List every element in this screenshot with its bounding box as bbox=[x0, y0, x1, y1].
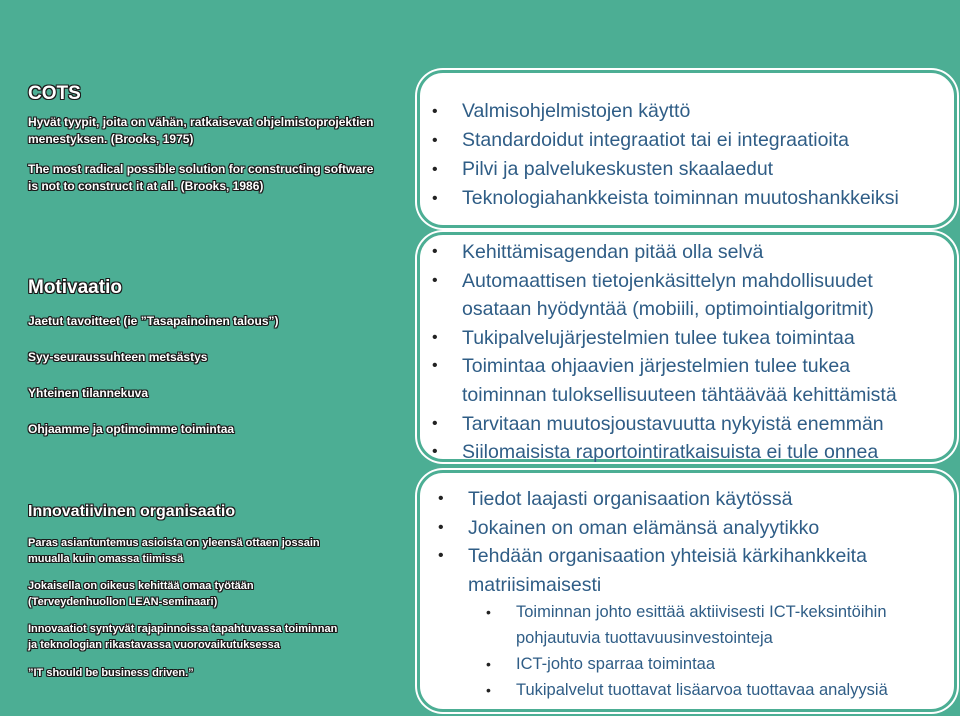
list-item-text: Jokainen on oman elämänsä analyytikko bbox=[468, 516, 820, 539]
sub-list-item bbox=[486, 677, 954, 703]
list-item-text: Toimintaa ohjaavien järjestelmien tulee tukea bbox=[462, 355, 851, 378]
sub-list-item bbox=[486, 651, 954, 677]
innovatiivinen-section bbox=[28, 502, 337, 681]
bullet-icon: • bbox=[486, 656, 491, 673]
bullet-icon: • bbox=[432, 190, 438, 207]
bullet-icon: • bbox=[432, 357, 438, 375]
bullet-icon: • bbox=[432, 271, 438, 289]
list-item-text: Automaattisen tietojenkäsittelyn mahdollisuudet bbox=[462, 269, 873, 292]
list-item-text: Siilomaisista raportointiratkaisuista ei tule onnea bbox=[462, 441, 879, 464]
list-item-text: Tukipalvelut tuottavat lisäarvoa tuottavaa analyysiä bbox=[516, 681, 888, 700]
motivaatio-line: Syy-seuraussuhteen metsästys bbox=[28, 350, 208, 364]
list-item bbox=[438, 514, 954, 543]
bullet-icon: • bbox=[438, 547, 444, 565]
cots-line: is not to construct it at all. (Brooks, 1986) bbox=[28, 179, 264, 193]
list-item-text: ICT-johto sparraa toimintaa bbox=[516, 655, 716, 674]
bullet-icon: • bbox=[438, 490, 444, 507]
bullet-icon: • bbox=[486, 604, 491, 621]
list-item bbox=[438, 542, 954, 599]
box-innovatiivinen-points bbox=[417, 470, 957, 712]
list-item bbox=[432, 410, 954, 439]
innovatiivinen-line: ”IT should be business driven.” bbox=[28, 667, 194, 679]
motivaatio-line: Jaetut tavoitteet (ie ”Tasapainoinen talous”) bbox=[28, 314, 279, 328]
box-motivaatio-points bbox=[417, 232, 957, 462]
list-item bbox=[432, 184, 954, 213]
list-item-text: pohjautuvia tuottavuusinvestointeja bbox=[516, 629, 773, 648]
cots-line: The most radical possible solution for constructing software bbox=[28, 162, 374, 176]
box-cots-points bbox=[417, 70, 957, 228]
list-item-text: Kehittämisagendan pitää olla selvä bbox=[462, 241, 764, 263]
bullet-icon: • bbox=[432, 443, 438, 461]
motivaatio-title: Motivaatio bbox=[28, 277, 122, 298]
list-item-text: Teknologiahankkeista toiminnan muutoshankkeiksi bbox=[462, 187, 899, 209]
cots-section bbox=[28, 82, 373, 195]
innovatiivinen-title: Innovatiivinen organisaatio bbox=[28, 503, 236, 520]
list-item-text: Pilvi ja palvelukeskusten skaalaedut bbox=[462, 158, 774, 180]
cots-line: Hyvät tyypit, joita on vähän, ratkaisevat ohjelmistoprojektien bbox=[28, 115, 374, 129]
list-item bbox=[432, 267, 954, 324]
list-item-text: Tukipalvelujärjestelmien tulee tukea toimintaa bbox=[462, 326, 855, 349]
motivaatio-line: Ohjaamme ja optimoimme toimintaa bbox=[28, 422, 235, 436]
innovatiivinen-line: Paras asiantuntemus asioista on yleensä ottaen jossain bbox=[28, 537, 320, 549]
list-item-text: matriisimaisesti bbox=[468, 573, 602, 596]
bullet-icon: • bbox=[432, 161, 438, 178]
bullet-icon: • bbox=[432, 328, 438, 346]
list-item bbox=[432, 97, 954, 126]
bullet-icon: • bbox=[432, 132, 438, 149]
cots-line: menestyksen. (Brooks, 1975) bbox=[28, 132, 194, 146]
list-item bbox=[432, 126, 954, 155]
bullet-icon: • bbox=[432, 414, 438, 432]
list-item bbox=[438, 485, 954, 514]
motivaatio-section bbox=[28, 276, 279, 438]
bullet-icon: • bbox=[432, 103, 438, 120]
list-item-text: Tiedot laajasti organisaation käytössä bbox=[468, 488, 793, 510]
list-item bbox=[432, 324, 954, 353]
innovatiivinen-line: Jokaisella on oikeus kehittää omaa työtään bbox=[28, 580, 254, 592]
list-item bbox=[432, 155, 954, 184]
innovatiivinen-line: (Terveydenhuollon LEAN-seminaari) bbox=[28, 596, 218, 608]
cots-title: COTS bbox=[28, 83, 81, 104]
list-item-text: Tehdään organisaation yhteisiä kärkihankkeita bbox=[468, 545, 867, 568]
list-item-text: Valmisohjelmistojen käyttö bbox=[462, 100, 691, 122]
list-item-text: toiminnan tuloksellisuuteen tähtäävää kehittämistä bbox=[462, 383, 897, 406]
list-item-text: osataan hyödyntää (mobiili, optimointialgoritmit) bbox=[462, 298, 874, 321]
list-item-text: Toiminnan johto esittää aktiivisesti ICT-keksintöihin bbox=[516, 603, 887, 622]
bullet-icon: • bbox=[486, 682, 491, 699]
innovatiivinen-line: Innovaatiot syntyvät rajapinnoissa tapahtuvassa toiminnan bbox=[28, 623, 338, 635]
list-item bbox=[432, 438, 954, 467]
motivaatio-line: Yhteinen tilannekuva bbox=[28, 386, 149, 400]
list-item-text: Standardoidut integraatiot tai ei integraatioita bbox=[462, 129, 850, 151]
innovatiivinen-line: ja teknologian rikastavassa vuorovaikutuksessa bbox=[28, 639, 280, 651]
bullet-icon: • bbox=[438, 518, 444, 536]
innovatiivinen-line: muualla kuin omassa tiimissä bbox=[28, 553, 184, 565]
list-item bbox=[432, 238, 954, 267]
list-item bbox=[432, 352, 954, 409]
bullet-icon: • bbox=[432, 243, 438, 260]
list-item-text: Tarvitaan muutosjoustavuutta nykyistä enemmän bbox=[462, 412, 884, 435]
sub-list-item bbox=[486, 599, 954, 651]
